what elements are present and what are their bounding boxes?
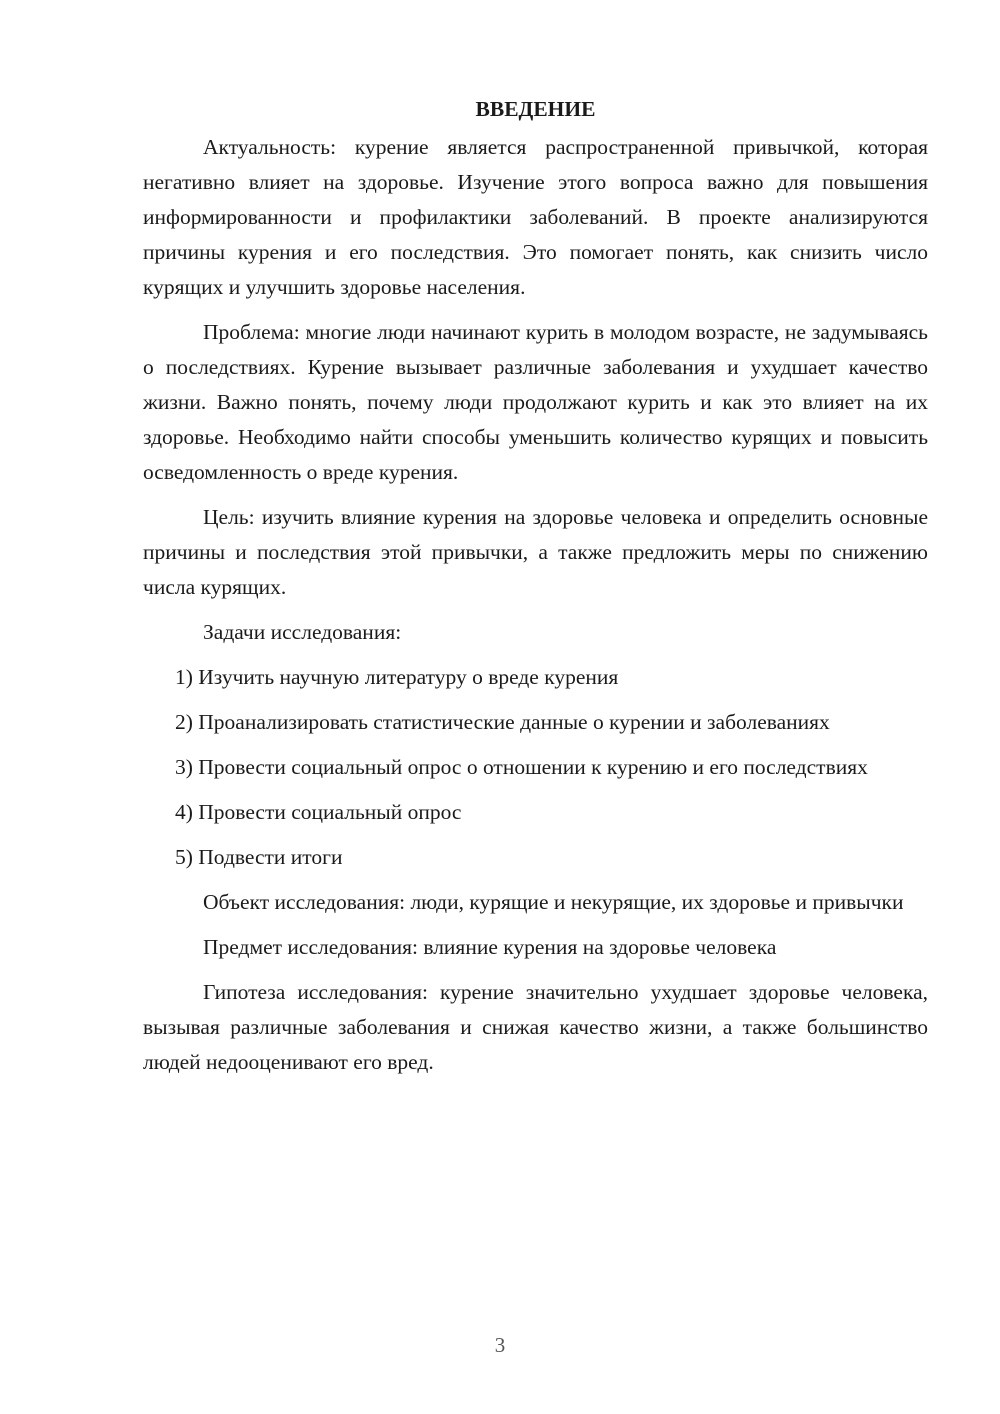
task-item-3: 3) Провести социальный опрос о отношении к курению и его последствиях [175,755,868,779]
paragraph-subject: Предмет исследования: влияние курения на здоровье человека [203,935,777,959]
paragraph-relevance: Актуальность: курение является распространенной привычкой, которая негативно влияет на здоровье. Изучение этого вопроса важно для повышения информированности и профилактики заболеваний. В проекте анализируются причины курения и его последствия. Это помогает понять, как снизить число курящих и улучшить здоровье населения. [143,135,928,299]
tasks-heading: Задачи исследования: [203,620,402,644]
section-title: ВВЕДЕНИЕ [475,97,596,121]
task-item-4: 4) Провести социальный опрос [175,800,462,824]
task-item-2: 2) Проанализировать статистические данные о курении и заболеваниях [175,710,830,734]
page-number: 3 [494,1333,506,1357]
task-item-1: 1) Изучить научную литературу о вреде курения [175,665,619,689]
document-page [143,92,928,1090]
paragraph-problem: Проблема: многие люди начинают курить в молодом возрасте, не задумываясь о последствиях. Курение вызывает различные заболевания и ухудшает качество жизни. Важно понять, почему люди продолжают курить и как это влияет на их здоровье. Необходимо найти способы уменьшить количество курящих и повысить осведомленность о вреде курения. [143,320,928,484]
paragraph-hypothesis: Гипотеза исследования: курение значительно ухудшает здоровье человека, вызывая различные заболевания и снижая качество жизни, а также большинство людей недооценивают его вред. [143,980,928,1074]
paragraph-goal: Цель: изучить влияние курения на здоровье человека и определить основные причины и последствия этой привычки, а также предложить меры по снижению числа курящих. [143,505,928,599]
paragraph-object: Объект исследования: люди, курящие и некурящие, их здоровье и привычки [203,890,904,914]
task-item-5: 5) Подвести итоги [175,845,343,869]
